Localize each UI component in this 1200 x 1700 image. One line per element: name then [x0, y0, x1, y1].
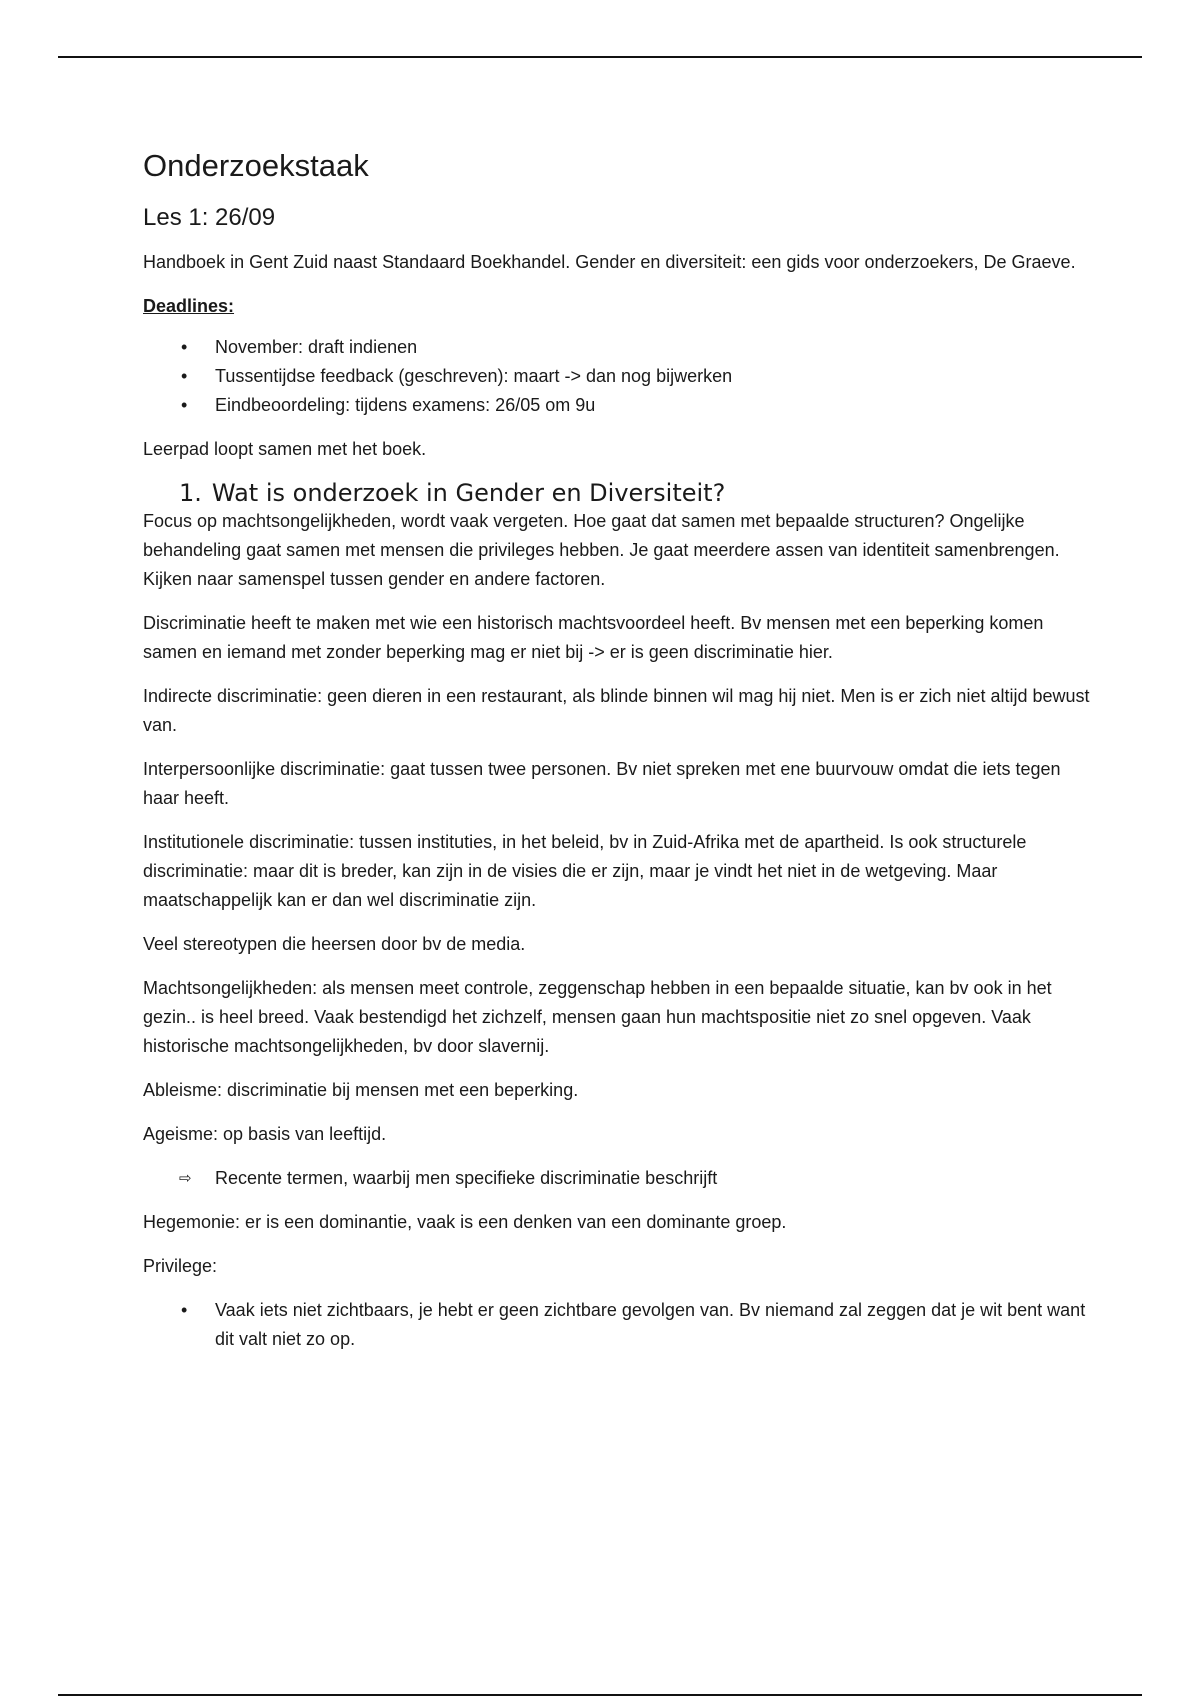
privilege-list — [143, 1296, 1093, 1354]
deadlines-list — [143, 333, 1093, 420]
bullet-icon: • — [181, 337, 188, 357]
section-title: Wat is onderzoek in Gender en Diversiteit? — [211, 479, 726, 507]
paragraph: Ageisme: op basis van leeftijd. — [143, 1124, 387, 1144]
paragraph: Machtsongelijkheden: als mensen meet controle, zeggenschap hebben in een bepaalde situatie, kan bv ook in het gezin.. is heel breed. Vaak bestendigd het zichzelf, mensen gaan hun machtspositie niet zo snel opgeven. Vaak historische machtsongelijkheden, bv door slavernij. — [143, 978, 1052, 1056]
section-number: 1. — [179, 479, 202, 507]
paragraph: Focus op machtsongelijkheden, wordt vaak vergeten. Hoe gaat dat samen met bepaalde structuren? Ongelijke behandeling gaat samen met mensen die privileges hebben. Je gaat meerdere assen van identiteit samenbrengen. Kijken naar samenspel tussen gender en andere factoren. — [143, 511, 1060, 589]
list-item: • Eindbeoordeling: tijdens examens: 26/05 om 9u — [143, 391, 1093, 420]
leerpad-paragraph: Leerpad loopt samen met het boek. — [143, 439, 427, 459]
bullet-icon: • — [181, 395, 188, 415]
paragraph: Discriminatie heeft te maken met wie een historisch machtsvoordeel heeft. Bv mensen met een beperking komen samen en iemand met zonder beperking mag er niet bij -> er is geen discriminatie hier. — [143, 613, 1044, 662]
intro-paragraph: Handboek in Gent Zuid naast Standaard Boekhandel. Gender en diversiteit: een gids voor onderzoekers, De Graeve. — [143, 252, 1076, 272]
document-title: Onderzoekstaak — [143, 148, 369, 183]
lesson-subtitle: Les 1: 26/09 — [143, 204, 276, 231]
section-heading — [143, 479, 1093, 507]
privilege-label: Privilege: — [143, 1256, 218, 1276]
arrow-right-icon: ⇨ — [179, 1170, 192, 1187]
paragraph: Veel stereotypen die heersen door bv de media. — [143, 934, 526, 954]
bullet-icon: • — [181, 1300, 188, 1320]
bullet-icon: • — [181, 366, 188, 386]
footer-rule — [58, 1694, 1142, 1696]
list-item: • November: draft indienen — [143, 333, 1093, 362]
list-item: • Tussentijdse feedback (geschreven): maart -> dan nog bijwerken — [143, 362, 1093, 391]
paragraph: Ableisme: discriminatie bij mensen met een beperking. — [143, 1080, 579, 1100]
paragraph: Institutionele discriminatie: tussen instituties, in het beleid, bv in Zuid-Afrika met de apartheid. Is ook structurele discriminatie: maar dit is breder, kan zijn in de visies die er zijn, maar je vindt het niet in de wetgeving. Maar maatschappelijk kan er dan wel discriminatie zijn. — [143, 832, 1027, 910]
paragraph: Interpersoonlijke discriminatie: gaat tussen twee personen. Bv niet spreken met ene buurvouw omdat die iets tegen haar heeft. — [143, 759, 1061, 808]
document-body — [143, 140, 1093, 1369]
deadlines-label: Deadlines: — [143, 296, 235, 316]
header-rule — [58, 56, 1142, 58]
arrow-note: ⇨ Recente termen, waarbij men specifieke discriminatie beschrijft — [143, 1164, 1093, 1193]
hegemonie-paragraph: Hegemonie: er is een dominantie, vaak is een denken van een dominante groep. — [143, 1212, 787, 1232]
list-item: • Vaak iets niet zichtbaars, je hebt er geen zichtbare gevolgen van. Bv niemand zal zeggen dat je wit bent want dit valt niet zo op. — [143, 1296, 1093, 1354]
paragraph: Indirecte discriminatie: geen dieren in een restaurant, als blinde binnen wil mag hij niet. Men is er zich niet altijd bewust van. — [143, 686, 1090, 735]
